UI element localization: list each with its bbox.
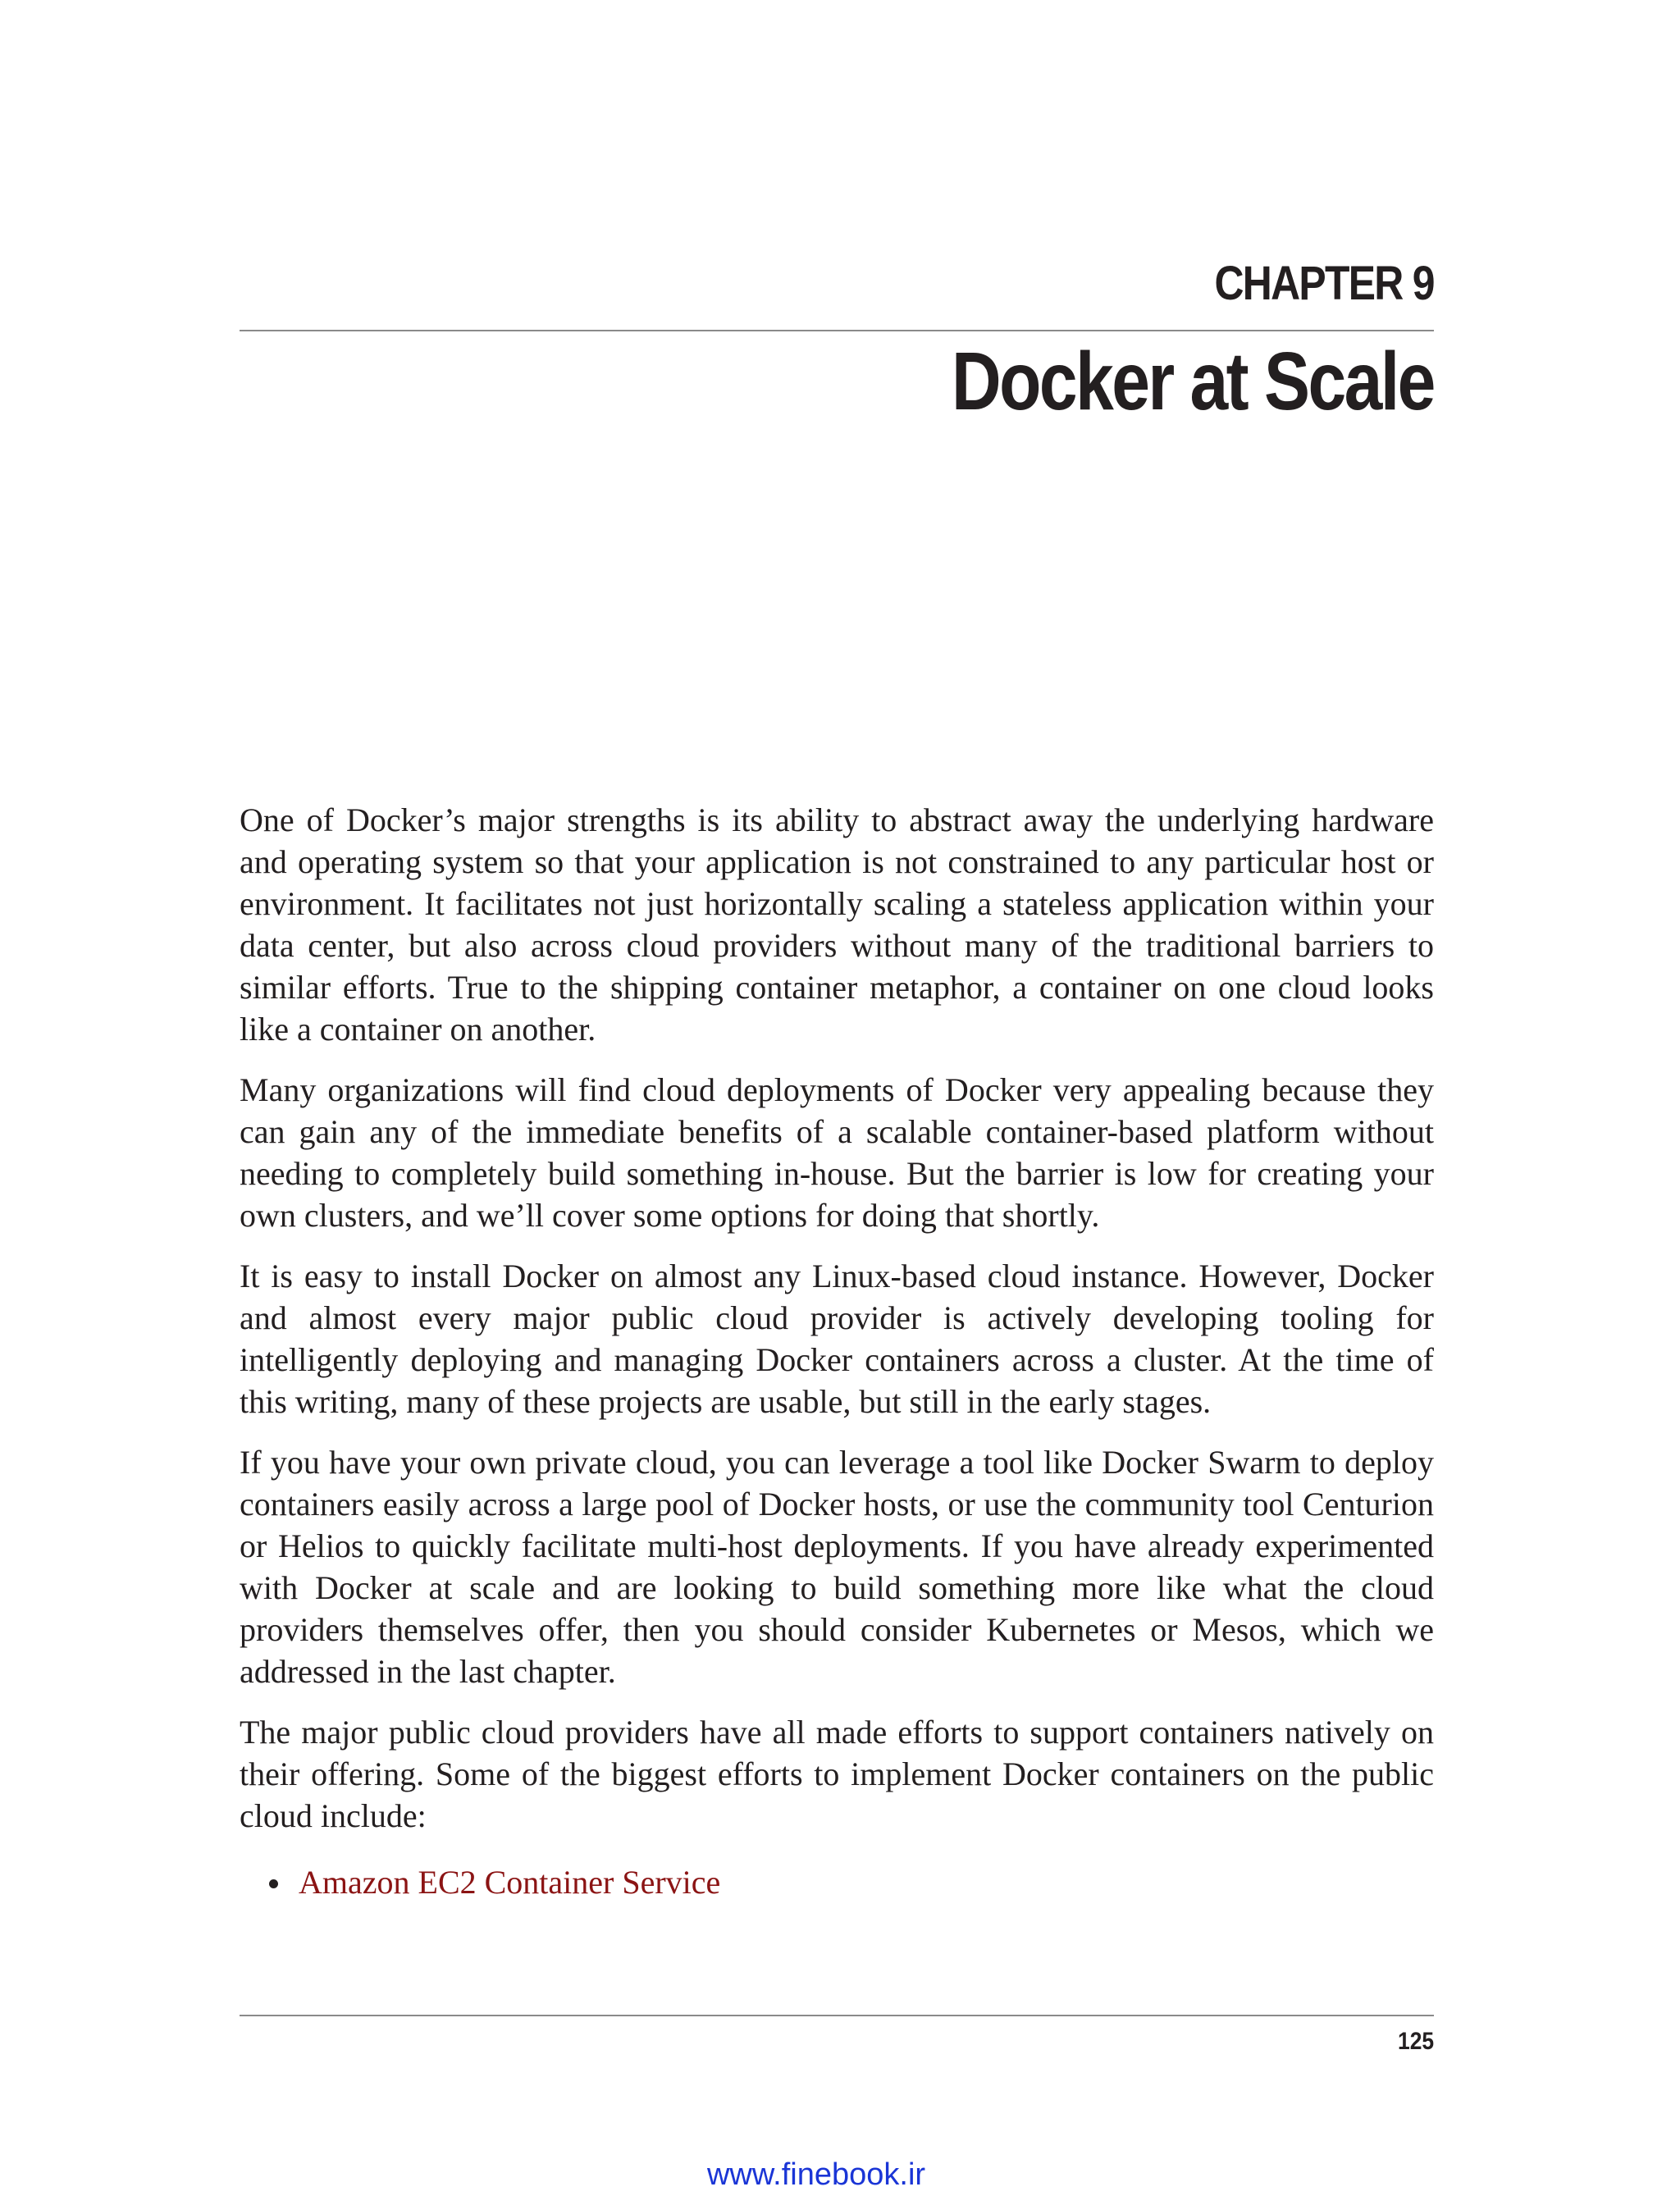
paragraph-intro: One of Docker’s major strengths is its ability to abstract away the underlying hardware and operating system so that your application is not constrained to any particular host or environment. It facilitates not just horizontally scaling a stateless application within your data center, but also across cloud providers without many of the traditional barriers to similar efforts. True to the shipping container metaphor, a container on one cloud looks like a container on another. (240, 801, 1434, 1048)
footer-divider (240, 2015, 1434, 2016)
amazon-ec2-container-service-link[interactable]: Amazon EC2 Container Service (299, 1864, 721, 1901)
paragraph-public-cloud: The major public cloud providers have all made efforts to support containers natively on their offering. Some of the biggest efforts to implement Docker containers on the public cloud include: (240, 1714, 1434, 1834)
page-number: 125 (1397, 2028, 1434, 2055)
watermark-url[interactable]: www.finebook.ir (706, 2157, 926, 2192)
chapter-divider (240, 330, 1434, 331)
bullet-icon (269, 1879, 278, 1888)
list-item (240, 1861, 1434, 1903)
chapter-title: Docker at Scale (952, 336, 1434, 427)
paragraph-private-cloud: If you have your own private cloud, you can leverage a tool like Docker Swarm to deploy containers easily across a large pool of Docker hosts, or use the community tool Centurion or Helios to quickly facilitate multi-host deployments. If you have already experimented with Docker at scale and are looking to build something more like what the cloud providers themselves offer, then you should consider Kubernetes or Mesos, which we addressed in the last chapter. (240, 1444, 1434, 1690)
provider-list (240, 1861, 1434, 1903)
chapter-body (240, 799, 1434, 1903)
paragraph-install-docker: It is easy to install Docker on almost any Linux-based cloud instance. However, Docker and almost every major public cloud provider is actively developing tooling for intelligently deploying and managing Docker containers across a cluster. At the time of this writing, many of these projects are usable, but still in the early stages. (240, 1258, 1434, 1420)
chapter-label: CHAPTER 9 (1214, 257, 1434, 310)
paragraph-cloud-deployments: Many organizations will find cloud deployments of Docker very appealing because they can gain any of the immediate benefits of a scalable container-based platform without needing to completely build something in-house. But the barrier is low for creating your own clusters, and we’ll cover some options for doing that shortly. (240, 1071, 1434, 1234)
